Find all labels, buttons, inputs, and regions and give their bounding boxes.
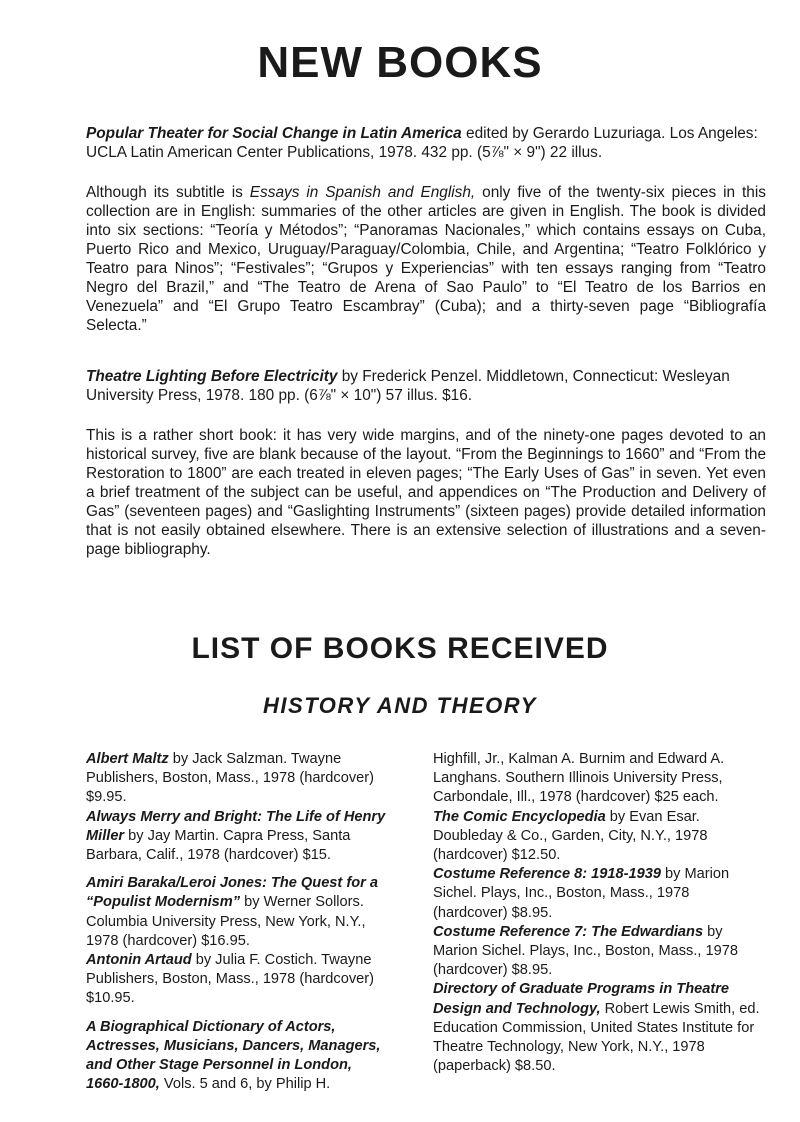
entry-text: Robert Lewis Smith, ed. Education Commission, United States Institute for Theatre Technology, New York, N.Y., 1978 (paperback) $8.50. <box>433 1000 760 1075</box>
list-item <box>433 980 767 1076</box>
entry-text: by Werner Sollors. Columbia University Press, New York, N.Y., 1978 (hardcover) $16.95. <box>86 894 366 949</box>
list-item <box>86 951 390 1009</box>
entry-text: by Evan Esar. Doubleday & Co., Garden, City, N.Y., 1978 (hardcover) $12.50. <box>433 808 708 864</box>
entry-title: Amiri Baraka/Leroi Jones: The Quest for a “Populist Modernism” <box>86 875 378 911</box>
entry-text: by Marion Sichel. Plays, Inc., Boston, Mass., 1978 (hardcover) $8.95. <box>433 866 730 921</box>
review-2-citation <box>86 367 766 405</box>
list-item <box>86 1018 390 1095</box>
list-item <box>433 923 767 981</box>
entry-title: Costume Reference 8: 1918-1939 <box>433 866 661 883</box>
entry-title: The Comic Encyclopedia <box>433 808 606 825</box>
entry-text: by Jack Salzman. Twayne Publishers, Boston, Mass., 1978 (hardcover) $9.95. <box>86 751 374 806</box>
entry-text: Highfill, Jr., Kalman A. Burnim and Edward A. Langhans. Southern Illinois University Press, Carbondale, Ill., 1978 (hardcover) $25 each. <box>433 751 725 806</box>
entry-title: A Biographical Dictionary of Actors, Actresses, Musicians, Dancers, Managers, and Other Stage Personnel in London, 1660-1800, <box>86 1018 381 1093</box>
review-1-body <box>86 183 766 335</box>
entry-title: Antonin Artaud <box>86 952 192 969</box>
review-2-title: Theatre Lighting Before Electricity <box>86 368 338 385</box>
list-item <box>86 874 390 951</box>
new-books-heading: NEW BOOKS <box>257 38 543 87</box>
books-list-left-column <box>86 750 390 1094</box>
entry-text: Vols. 5 and 6, by Philip H. <box>159 1076 331 1093</box>
entry-title: Directory of Graduate Programs in Theatre Design and Technology, <box>433 981 730 1017</box>
list-item <box>86 750 390 808</box>
list-item <box>433 750 767 808</box>
review-1-body-post: only five of the twenty-six pieces in this collection are in English: summaries of the other articles are given in English. The book is divided into six sections: “Teoría y Métodos”; “Panoramas Nacionales,” which contains essays on Cuba, Puerto Rico and Mexico, Uruguay/Paraguay/Colombia, Chile, and Argentina; “Teatro Folklórico y Teatro para Ninos”; “Festivales”; “Grupos y Experiencias” with ten essays ranging from “Teatro Negro del Brazil,” and “The Teatro de Arena of Sao Paulo” to “El Teatro de los Barrios en Venezuela” and “El Grupo Teatro Escambray” (Cuba); and a thirty-seven page “Bibliografía Selecta.” <box>86 184 766 334</box>
history-theory-subheading: HISTORY AND THEORY <box>263 693 537 718</box>
list-item <box>433 865 767 923</box>
books-received-heading: LIST OF BOOKS RECEIVED <box>191 632 609 665</box>
review-1-title: Popular Theater for Social Change in Latin America <box>86 125 462 142</box>
entry-title: Costume Reference 7: The Edwardians <box>433 923 704 940</box>
entry-title: Albert Maltz <box>86 751 169 767</box>
review-1-citation <box>86 124 766 162</box>
list-item <box>433 808 767 866</box>
entry-text: by Julia F. Costich. Twayne Publishers, Boston, Mass., 1978 (hardcover) $10.95. <box>86 952 374 1007</box>
entry-text: by Marion Sichel. Plays, Inc., Boston, Mass., 1978 (hardcover) $8.95. <box>433 923 738 979</box>
list-item <box>86 808 390 866</box>
review-1-body-pre: Although its subtitle is <box>86 184 250 201</box>
review-1-citation-text: edited by Gerardo Luzuriaga. Los Angeles: UCLA Latin American Center Publications, 1978. 432 pp. (5⅞" × 9") 22 illus. <box>86 125 758 161</box>
entry-title: Always Merry and Bright: The Life of Henry Miller <box>86 808 386 844</box>
review-1-body-subtitle: Essays in Spanish and English, <box>249 184 476 201</box>
entry-text: by Jay Martin. Capra Press, Santa Barbara, Calif., 1978 (hardcover) $15. <box>86 827 351 864</box>
review-2-citation-text: by Frederick Penzel. Middletown, Connecticut: Wesleyan University Press, 1978. 180 pp. (6⅞" × 10") 57 illus. $16. <box>86 368 730 404</box>
books-list-right-column <box>433 750 767 1076</box>
review-2-body: This is a rather short book: it has very wide margins, and of the ninety-one pages devoted to an historical survey, five are blank because of the layout. “From the Beginnings to 1660” and “From the Restoration to 1800” are each treated in eleven pages; “The Early Uses of Gas” in seven. Yet even a brief treatment of the subject can be useful, and appendices on “The Production and Delivery of Gas” (seventeen pages) and “Gaslighting Instruments” (sixteen pages) provide detailed information that is not easily obtained elsewhere. There is an extensive selection of illustrations and a seven-page bibliography. <box>86 427 766 558</box>
